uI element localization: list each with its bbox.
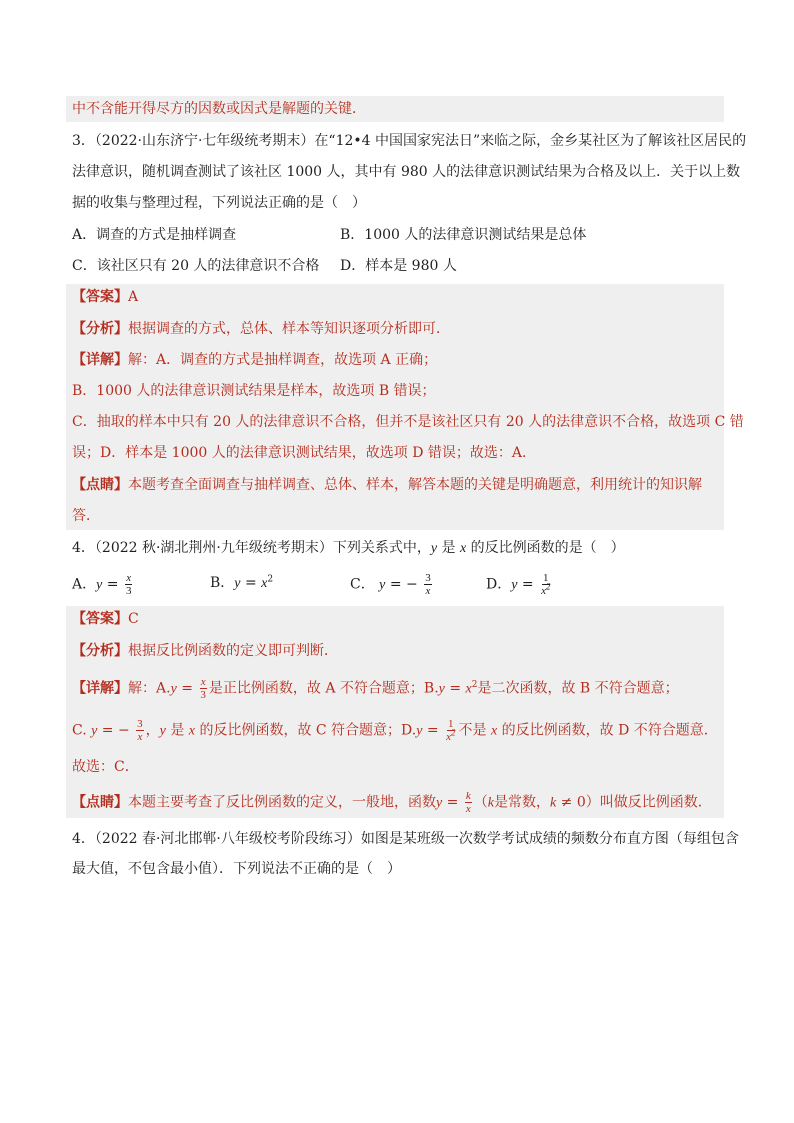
comment-text-c: 是常数， xyxy=(493,794,550,811)
analysis-tag: 【分析】 xyxy=(72,643,128,659)
q4a-detail-line1: 【详解】解：A.y = $\frac{x}{3}$ 是正比例函数，故 A 不符合题意；$B.y = x^2$是二次函数，故 B 不符合题意； xyxy=(72,676,679,701)
q4a-option-c-label: C． xyxy=(350,576,375,593)
q4a-stem-post: 的反比例函数的是（ ） xyxy=(466,540,625,556)
q3-stem-line2: 法律意识，随机调查测试了该社区 1000 人，其中有 980 人的法律意识测试结果为合格及以上．关于以上数 xyxy=(72,164,741,180)
answer-tag: 【答案】 xyxy=(72,289,128,305)
detail-text-b: 是正比例函数，故 A 不符合题意；B. xyxy=(208,680,439,697)
comment-text: 本题考查全面调查与抽样调查、总体、样本，解答本题的关键是明确题意，利用统计的知识解 xyxy=(128,477,702,493)
analysis-tag: 【分析】 xyxy=(72,321,128,337)
analysis-text: 根据反比例函数的定义即可判断． xyxy=(128,643,338,659)
q3-comment-line2: 答． xyxy=(72,508,100,524)
detail-text-c: 是二次函数，故 B 不符合题意； xyxy=(477,680,679,697)
q4a-solution-block xyxy=(66,606,724,818)
q4a-stem-x: x xyxy=(460,541,467,556)
q3-comment-line1 xyxy=(72,474,724,496)
top-line-text: 中不含能开得尽方的因数或因式是解题的关键． xyxy=(72,101,366,117)
detail-tag: 【详解】 xyxy=(72,352,128,368)
detail2-text-f: 的反比例函数，故 D 不符合题意． xyxy=(497,722,718,739)
q4a-option-d: D．y = $\frac{1}{x^2}$ xyxy=(486,572,551,597)
q4a-option-a: A．y = $\frac{x}{3}$ xyxy=(72,572,132,597)
q3-detail-line1 xyxy=(72,349,724,371)
answer-tag: 【答案】 xyxy=(72,611,128,627)
detail2-text-c: 是 xyxy=(165,722,189,739)
q3-stem-line1: 3．（2022·山东济宁·七年级统考期末）在“12•4 中国国家宪法日”来临之际，金乡某社区为了解该社区居民的 xyxy=(72,133,747,149)
q4a-stem-mid: 是 xyxy=(437,540,461,556)
q4b-stem-line1: 4．（2022 春·河北邯郸·八年级校考阶段练习）如图是某班级一次数学考试成绩的频数分布直方图（每组包含 xyxy=(72,831,739,847)
comment-tag: 【点睛】 xyxy=(72,477,128,493)
q4a-analysis xyxy=(72,640,724,662)
comment-tag: 【点睛】 xyxy=(72,794,128,811)
detail-text-a: 解：A. xyxy=(128,680,171,697)
q3-option-a: A．调查的方式是抽样调查 xyxy=(72,227,237,243)
q3-detail-line3: C．抽取的样本中只有 20 人的法律意识不合格，但并不是该社区只有 20 人的法律意识不合格，故选项 C 错 xyxy=(72,414,744,430)
q4b-stem-line2: 最大值，不包含最小值）．下列说法不正确的是（ ） xyxy=(72,861,401,877)
q4a-option-d-label: D． xyxy=(486,576,512,593)
q4a-option-b-label: B． xyxy=(210,575,235,591)
q4a-option-c: C． y = − $\frac{3}{x}$ xyxy=(350,572,431,597)
analysis-text: 根据调查的方式，总体、样本等知识逐项分析即可． xyxy=(128,321,450,337)
detail2-text-e: 不是 xyxy=(458,722,491,739)
detail2-text-b: ， xyxy=(145,722,160,739)
q3-analysis xyxy=(72,318,724,340)
q4a-option-a-label: A． xyxy=(72,576,97,593)
q3-detail-line2: B．1000 人的法律意识测试结果是样本，故选项 B 错误； xyxy=(72,383,436,399)
q4a-comment: 【点睛】本题主要考查了反比例函数的定义，一般地，函数y = $\frac{k}{x}$ （k是常数，k ≠ 0）叫做反比例函数． xyxy=(72,790,712,815)
q4a-stem-pre: 4．（2022 秋·湖北荆州·九年级统考期末）下列关系式中， xyxy=(72,540,431,556)
q3-option-d: D．样本是 980 人 xyxy=(340,258,457,274)
answer-value: A xyxy=(128,289,139,305)
q3-option-b: B．1000 人的法律意识测试结果是总体 xyxy=(340,227,587,243)
q3-stem-line3: 据的收集与整理过程，下列说法正确的是（ ） xyxy=(72,195,366,211)
comment-text-d: ）叫做反比例函数． xyxy=(585,794,712,811)
detail-tag: 【详解】 xyxy=(72,680,128,697)
answer-value: C xyxy=(128,611,139,627)
q4a-stem xyxy=(72,537,724,560)
q4a-answer xyxy=(72,608,724,630)
detail2-text-d: 的反比例函数，故 C 符合题意；D. xyxy=(195,722,417,739)
q3-detail-line4: 误；D．样本是 1000 人的法律意识测试结果，故选项 D 错误；故选：A． xyxy=(72,445,536,461)
detail-text: 解：A．调查的方式是抽样调查，故选项 A 正确； xyxy=(128,352,438,368)
q4a-option-b: B．$y = x^2$ xyxy=(210,574,274,591)
q3-answer xyxy=(72,286,724,308)
comment-text-a: 本题主要考查了反比例函数的定义，一般地，函数 xyxy=(128,794,436,811)
q4a-stem-y: y xyxy=(430,541,438,556)
comment-text-b: （ xyxy=(473,794,488,811)
q3-option-c: C．该社区只有 20 人的法律意识不合格 xyxy=(72,258,320,274)
detail2-text-a: C. xyxy=(72,722,87,739)
q4a-conclusion: 故选：C． xyxy=(72,759,139,775)
q4a-detail-line2: C. y = − $\frac{3}{x}$ ，y 是 x 的反比例函数，故 C 符合题意；D.y = $\frac{1}{x^2}$ 不是 x 的反比例函数，故 D 不符合题意． xyxy=(72,718,718,743)
